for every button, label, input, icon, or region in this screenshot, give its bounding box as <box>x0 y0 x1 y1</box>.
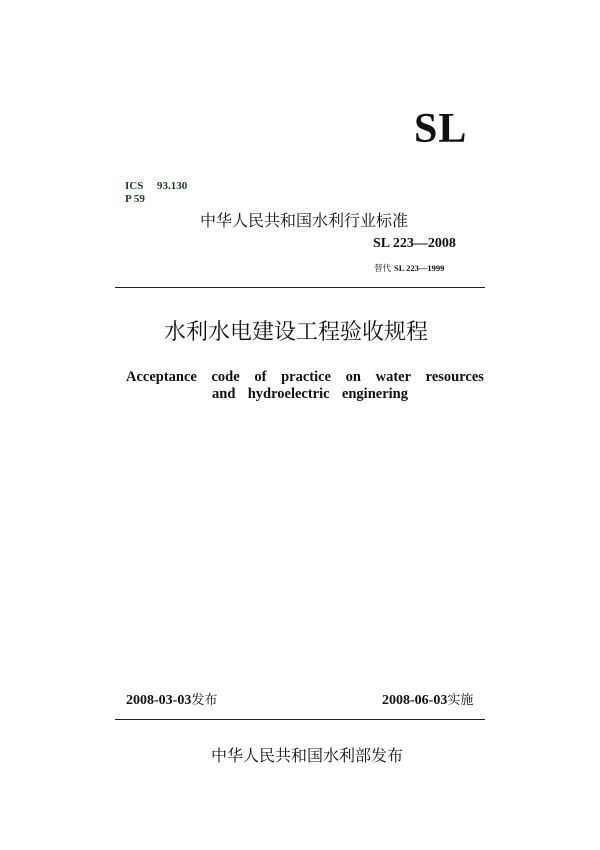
industry-standard-heading: 中华人民共和国水利行业标准 <box>200 211 409 230</box>
ics-row <box>125 180 187 193</box>
title-word: of <box>254 369 267 385</box>
standard-number: SL 223—2008 <box>373 236 456 251</box>
bottom-divider <box>115 719 485 720</box>
title-english <box>126 369 484 403</box>
title-word: practice <box>281 369 331 385</box>
ics-label: ICS <box>125 180 144 192</box>
title-word: resources <box>425 369 484 385</box>
publisher: 中华人民共和国水利部发布 <box>211 746 404 765</box>
ics-code: 93.130 <box>157 180 188 192</box>
title-word: and <box>212 386 236 402</box>
issue-date-label: 发布 <box>191 693 218 708</box>
title-word: Acceptance <box>126 369 197 385</box>
implementation-date-label: 实施 <box>447 693 474 708</box>
ccs-code: P 59 <box>125 193 145 205</box>
implementation-date <box>382 690 473 711</box>
title-english-line-1 <box>126 369 484 386</box>
title-english-line-2 <box>212 386 408 403</box>
issue-date <box>126 690 217 711</box>
classification-codes <box>125 180 187 206</box>
replaces-number: SL 223—1999 <box>394 263 445 273</box>
title-chinese: 水利水电建设工程验收规程 <box>164 320 429 345</box>
issue-date-value: 2008-03-03 <box>126 693 192 708</box>
title-word: on <box>345 369 361 385</box>
title-word: water <box>375 369 412 385</box>
standard-mark: SL <box>414 106 468 152</box>
replaces-line <box>374 262 444 275</box>
title-word: enginering <box>341 386 408 402</box>
title-word: hydroelectric <box>247 386 330 402</box>
ccs-row <box>125 193 187 206</box>
replaces-label: 替代 <box>374 264 392 274</box>
title-word: code <box>211 369 240 385</box>
top-divider <box>115 287 485 288</box>
implementation-date-value: 2008-06-03 <box>382 693 448 708</box>
